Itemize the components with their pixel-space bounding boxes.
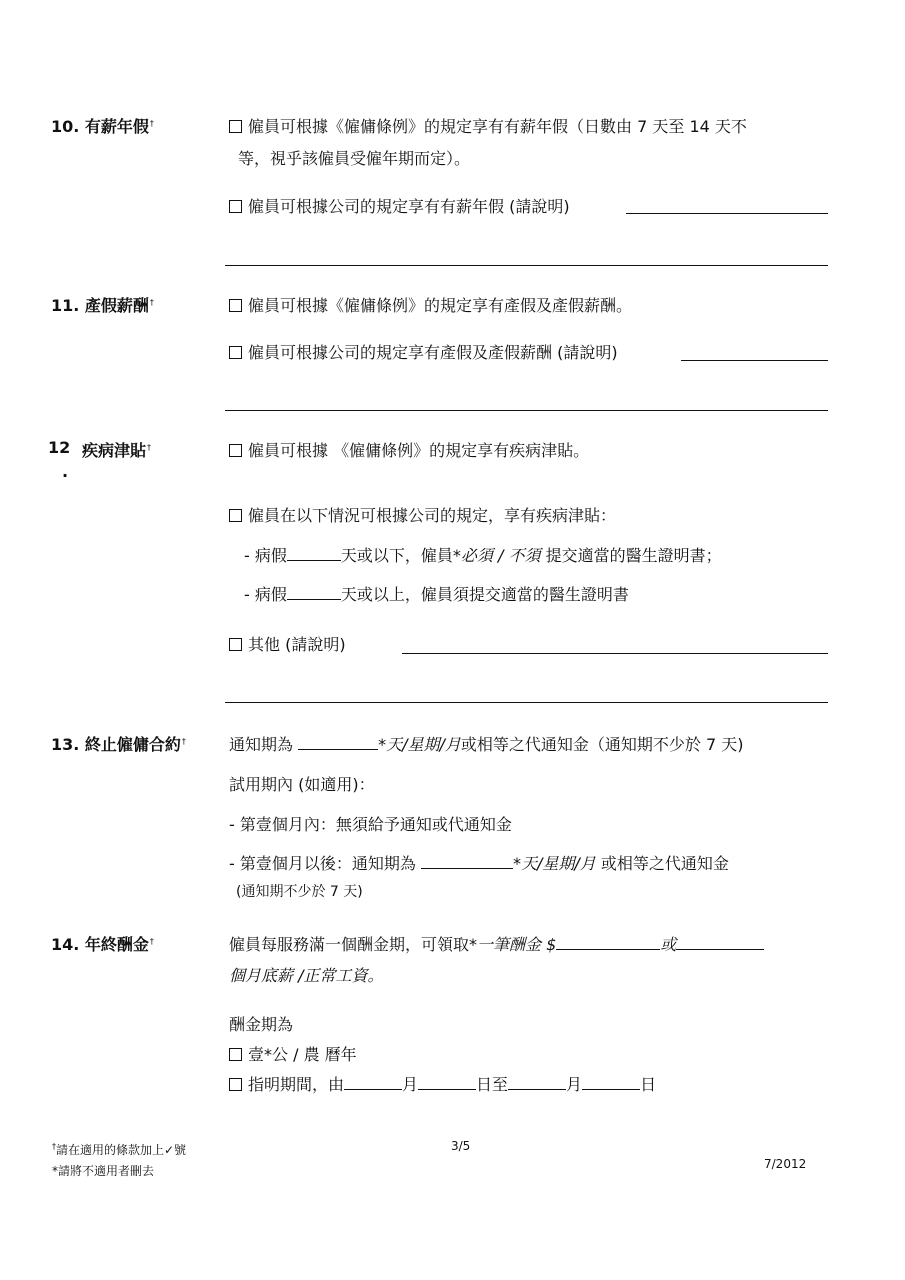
s10-option2: 僱員可根據公司的規定享有有薪年假 (請說明) — [229, 194, 570, 217]
s12-option2: 僱員在以下情況可根據公司的規定，享有疾病津貼： — [229, 503, 616, 526]
section-12-dot: . — [62, 462, 69, 481]
month-blank[interactable] — [508, 1088, 566, 1090]
s13-probation: 試用期內 (如適用)： — [229, 775, 375, 794]
s12-sub2: - 病假 天或以上，僱員須提交適當的醫生證明書 — [244, 585, 629, 604]
days-blank[interactable] — [287, 598, 341, 600]
s11-option1: 僱員可根據《僱傭條例》的規定享有產假及產假薪酬。 — [229, 293, 632, 316]
months-blank[interactable] — [676, 948, 764, 950]
checkbox[interactable] — [229, 200, 242, 213]
divider — [225, 702, 828, 703]
s13-after-first-month: - 第壹個月以後：通知期為 *天/星期/月 或相等之代通知金 — [229, 854, 729, 873]
checkbox[interactable] — [229, 299, 242, 312]
checkbox[interactable] — [229, 638, 242, 651]
section-14-label: 14. 年終酬金† — [51, 935, 154, 954]
s10-option1-cont: 等，視乎該僱員受僱年期而定）。 — [238, 149, 471, 168]
s11-blank[interactable] — [681, 360, 828, 361]
s12-blank[interactable] — [402, 653, 828, 654]
footer-note-delete: *請將不適用者刪去 — [52, 1164, 155, 1178]
notice-blank[interactable] — [298, 748, 378, 750]
notice-blank[interactable] — [421, 867, 513, 869]
days-blank[interactable] — [287, 559, 341, 561]
divider — [225, 265, 828, 266]
section-10-label: 10. 有薪年假† — [51, 117, 154, 136]
s14-period-label: 酬金期為 — [229, 1015, 294, 1034]
form-date: 7/2012 — [764, 1157, 807, 1171]
day-blank[interactable] — [582, 1088, 640, 1090]
divider — [225, 410, 828, 411]
checkbox[interactable] — [229, 509, 242, 522]
amount-blank[interactable] — [556, 948, 660, 950]
s13-notice: 通知期為 *天/星期/月或相等之代通知金（通知期不少於 7 天) — [229, 735, 744, 754]
month-blank[interactable] — [344, 1088, 402, 1090]
section-11-label: 11. 產假薪酬† — [51, 296, 154, 315]
checkbox[interactable] — [229, 120, 242, 133]
day-blank[interactable] — [418, 1088, 476, 1090]
section-12-label: 疾病津貼† — [82, 441, 152, 460]
s13-first-month: - 第壹個月內：無須給予通知或代通知金 — [229, 815, 512, 834]
s14-line1: 僱員每服務滿一個酬金期，可領取*一筆酬金 $ 或 — [229, 932, 764, 955]
s12-option3: 其他 (請說明) — [229, 632, 346, 655]
checkbox[interactable] — [229, 444, 242, 457]
s11-option2: 僱員可根據公司的規定享有產假及產假薪酬 (請說明) — [229, 340, 618, 363]
checkbox[interactable] — [229, 346, 242, 359]
s12-option1: 僱員可根據 《僱傭條例》的規定享有疾病津貼。 — [229, 438, 589, 461]
checkbox[interactable] — [229, 1078, 242, 1091]
s14-line2: 個月底薪 /正常工資。 — [229, 966, 384, 985]
page-number: 3/5 — [451, 1139, 471, 1153]
section-13-label: 13. 終止僱傭合約† — [51, 735, 186, 754]
s14-option1: 壹*公 / 農 曆年 — [229, 1042, 357, 1065]
s10-option1: 僱員可根據《僱傭條例》的規定享有有薪年假（日數由 7 天至 14 天不 — [229, 114, 747, 137]
s10-blank[interactable] — [626, 213, 828, 214]
s14-option2: 指明期間，由 月 日至 月 日 — [229, 1072, 656, 1095]
s12-sub1: - 病假 天或以下，僱員*必須 / 不須 提交適當的醫生證明書； — [244, 546, 722, 565]
section-12-number: 12 — [48, 438, 71, 457]
checkbox[interactable] — [229, 1048, 242, 1061]
s13-note: (通知期不少於 7 天) — [236, 884, 363, 900]
footer-note-tick: †請在適用的條款加上✓號 — [52, 1142, 187, 1157]
